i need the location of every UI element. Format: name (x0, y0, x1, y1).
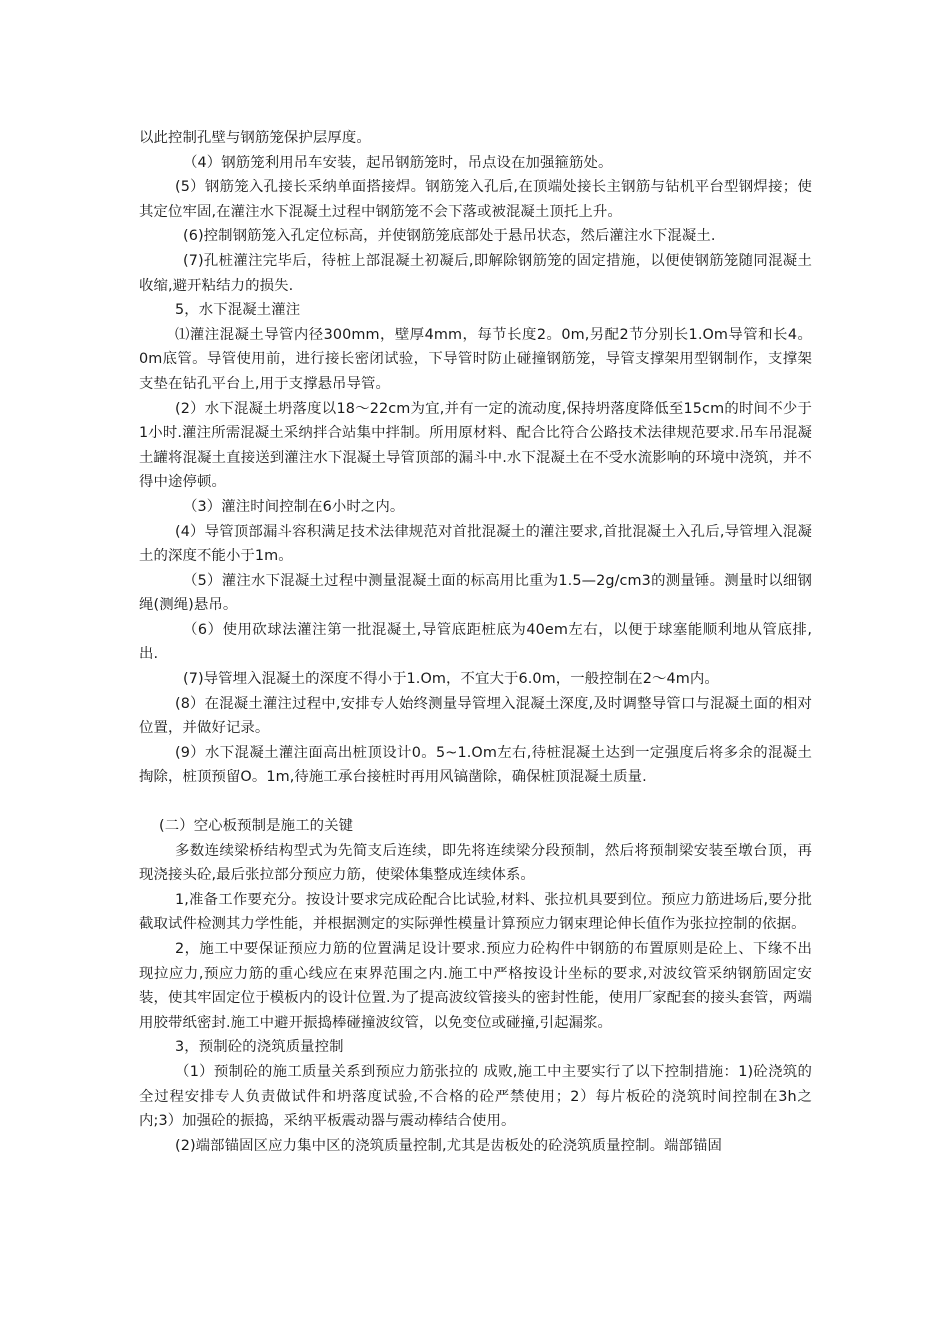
paragraph: (6)控制钢筋笼入孔定位标高，并使钢筋笼底部处于悬吊状态，然后灌注水下混凝土. (183, 228, 716, 245)
paragraph: 2，施工中要保证预应力筋的位置满足设计要求.预应力砼构件中钢筋的布置原则是砼上、下缘不出现拉应力,预应力筋的重心线应在束界范围之内.施工中严格按设计坐标的要求,对波纹管采纳钢筋固定安装，使其牢固定位于模板内的设计位置.为了提高波纹管接头的密封性能，使用厂家配套的接头套管，两端用胶带纸密封.施工中避开振捣棒碰撞波纹管，以免变位或碰撞,引起漏浆。 (139, 941, 812, 1031)
paragraph: ⑴灌注混凝土导管内径300mm，壁厚4mm，每节长度2。0m,另配2节分别长1.Om导管和长4。0m底管。导管使用前，进行接长密闭试验，下导管时防止碰撞钢筋笼，导管支撑架用型钢制作，支撑架支垫在钻孔平台上,用于支撑悬吊导管。 (139, 326, 812, 392)
paragraph: 以此控制孔壁与钢筋笼保护层厚度。 (139, 130, 371, 146)
paragraph: (4）导管顶部漏斗容积满足技术法律规范对首批混凝土的灌注要求,首批混凝土入孔后,导管埋入混凝土的深度不能小于1m。 (139, 523, 812, 565)
paragraph: (2）水下混凝土坍落度以18～22cm为宜,并有一定的流动度,保持坍落度降低至15cm的时间不少于1小时.灌注所需混凝土采纳拌合站集中拌制。所用原材料、配合比符合公路技术法律规范要求.吊车吊混凝土罐将混凝土直接送到灌注水下混凝土导管顶部的漏斗中.水下混凝土在不受水流影响的环境中浇筑，并不得中途停顿。 (139, 400, 812, 491)
paragraph: （3）灌注时间控制在6小时之内。 (183, 498, 405, 515)
paragraph: (二）空心板预制是施工的关键 (159, 818, 354, 835)
paragraph: (7)导管埋入混凝土的深度不得小于1.Om，不宜大于6.0m，一般控制在2～4m内。 (183, 671, 719, 688)
paragraph: （4）钢筋笼利用吊车安装，起吊钢筋笼时，吊点设在加强箍筋处。 (183, 154, 613, 171)
paragraph: （6）使用砍球法灌注第一批混凝土,导管底距桩底为40em左右，以便于球塞能顺利地从管底排,出. (139, 621, 812, 663)
paragraph: (2)端部锚固区应力集中区的浇筑质量控制,尤其是齿板处的砼浇筑质量控制。端部锚固 (175, 1137, 723, 1154)
paragraph-spacer (139, 790, 812, 814)
paragraph: 1,准备工作要充分。按设计要求完成砼配合比试验,材料、张拉机具要到位。预应力筋进场后,要分批截取试件检测其力学性能，并根据测定的实际弹性模量计算预应力钢束理论伸长值作为张拉控制的依据。 (139, 891, 812, 933)
paragraph: （1）预制砼的施工质量关系到预应力筋张拉的 成败,施工中主要实行了以下控制措施：1)砼浇筑的全过程安排专人负责做试件和坍落度试验,不合格的砼严禁使用；2）每片板砼的浇筑时间控制在3h之内;3）加强砼的振捣，采纳平板震动器与震动棒结合使用。 (139, 1063, 812, 1130)
paragraph: (8）在混凝土灌注过程中,安排专人始终测量导管埋入混凝土深度,及时调整导管口与混凝土面的相对位置，并做好记录。 (139, 695, 812, 737)
paragraph: （5）灌注水下混凝土过程中测量混凝土面的标高用比重为1.5—2g/cm3的测量锤。测量时以细钢绳(测绳)悬吊。 (139, 572, 812, 614)
document-body (139, 126, 812, 1158)
paragraph: 3，预制砼的浇筑质量控制 (175, 1039, 344, 1056)
paragraph: (5）钢筋笼入孔接长采纳单面搭接焊。钢筋笼入孔后,在顶端处接长主钢筋与钻机平台型钢焊接；使其定位牢固,在灌注水下混凝土过程中钢筋笼不会下落或被混凝土顶托上升。 (139, 179, 812, 220)
paragraph: 多数连续梁桥结构型式为先简支后连续，即先将连续梁分段预制，然后将预制梁安装至墩台顶，再现浇接头砼,最后张拉部分预应力筋，使梁体集整成连续体系。 (139, 842, 812, 884)
paragraph: (9）水下混凝土灌注面高出桩顶设计0。5~1.Om左右,待桩混凝土达到一定强度后将多余的混凝土掏除，桩顶预留O。1m,待施工承台接桩时再用风镐凿除，确保桩顶混凝土质量. (139, 744, 812, 786)
paragraph: 5，水下混凝土灌注 (175, 302, 301, 319)
paragraph: (7)孔桩灌注完毕后，待桩上部混凝土初凝后,即解除钢筋笼的固定措施，以便使钢筋笼随同混凝土收缩,避开粘结力的损失. (139, 252, 812, 294)
